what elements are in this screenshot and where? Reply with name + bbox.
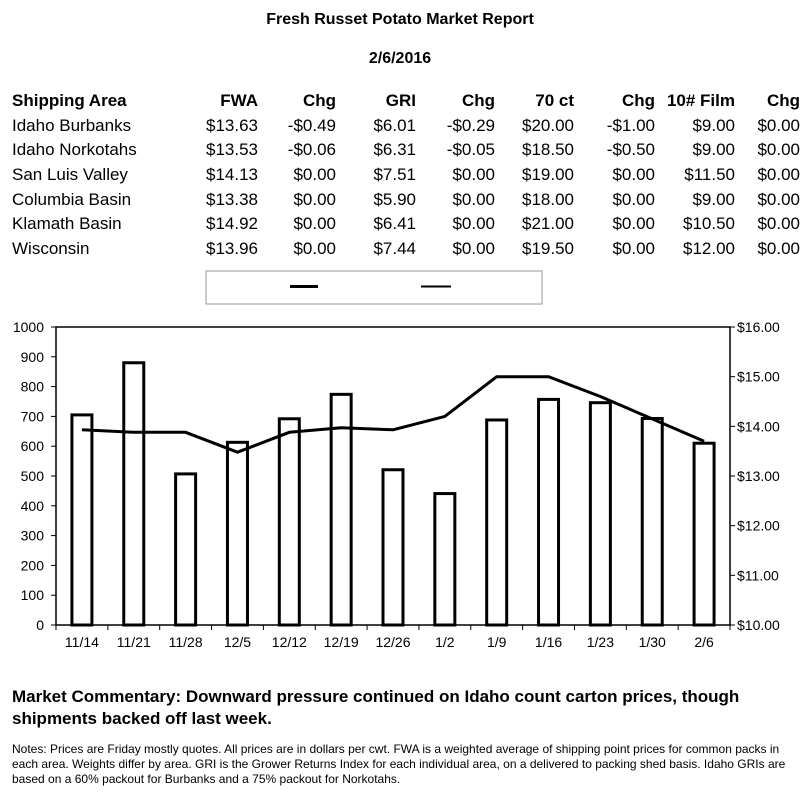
price-cell: $13.96 — [206, 238, 258, 258]
column-header: FWA — [220, 91, 258, 111]
price-cell: $13.63 — [206, 115, 258, 135]
column-header: Chg — [766, 91, 800, 111]
right-tick-label: $14.00 — [737, 418, 780, 435]
x-tick-label: 11/21 — [116, 634, 151, 650]
price-cell: $13.38 — [206, 189, 258, 209]
report-notes: Notes: Prices are Friday mostly quotes. All prices are in dollars per cwt. FWA is a weighted average of shipping point prices for common packs in each area. Weights differ by area. GRI is the Grower Returns Index for each individual area, on a delivered to packing shed basis. Idaho GRIs are based on a 60% packout for Burbanks and a 75% packout for Norkotahs. — [12, 742, 786, 786]
shipping-area-cell: Idaho Burbanks — [12, 115, 132, 135]
x-tick-label: 12/19 — [323, 634, 359, 650]
market-commentary: Market Commentary: Downward pressure continued on Idaho count carton prices, though shipments backed off last week. — [12, 687, 740, 728]
price-cell: $12.00 — [683, 238, 735, 258]
table-row — [12, 237, 800, 262]
table-row — [12, 163, 800, 188]
shipping-area-cell: Wisconsin — [12, 238, 90, 258]
price-table — [12, 89, 800, 261]
column-header: 70 ct — [535, 91, 574, 111]
column-header: Shipping Area — [12, 91, 127, 111]
price-cell: $10.50 — [683, 214, 735, 234]
price-cell: -$0.50 — [606, 140, 655, 160]
price-cell: $0.00 — [757, 140, 800, 160]
right-tick-label: $11.00 — [737, 567, 779, 584]
price-cell: $9.00 — [692, 140, 735, 160]
bar — [435, 494, 455, 625]
bar — [694, 443, 714, 625]
price-cell: $7.51 — [373, 165, 416, 185]
left-tick-label: 700 — [20, 408, 44, 425]
shipping-area-cell: San Luis Valley — [12, 165, 128, 185]
column-header: Chg — [302, 91, 336, 111]
right-tick-label: $13.00 — [737, 468, 780, 484]
price-cell: $0.00 — [612, 214, 655, 234]
price-cell: $6.01 — [373, 115, 416, 135]
x-tick-label: 1/30 — [638, 634, 666, 650]
price-cell: $14.13 — [206, 165, 258, 185]
shipping-area-cell: Idaho Norkotahs — [12, 140, 137, 160]
shipping-area-cell: Columbia Basin — [12, 189, 132, 209]
price-cell: -$1.00 — [606, 115, 655, 135]
price-cell: $0.00 — [452, 238, 495, 258]
x-tick-label: 12/26 — [375, 634, 411, 650]
bar — [124, 363, 144, 625]
price-cell: $9.00 — [692, 115, 735, 135]
table-row — [12, 138, 800, 163]
price-cell: $20.00 — [522, 115, 574, 135]
right-tick-label: $16.00 — [737, 319, 780, 335]
column-header: Chg — [461, 91, 495, 111]
price-cell: $0.00 — [293, 214, 336, 234]
x-tick-label: 11/14 — [64, 634, 99, 650]
shipments-price-chart — [0, 262, 800, 662]
left-tick-label: 400 — [20, 497, 44, 514]
x-tick-label: 2/6 — [694, 634, 714, 650]
price-cell: -$0.05 — [446, 140, 495, 160]
price-cell: -$0.06 — [287, 140, 336, 160]
table-row — [12, 187, 800, 212]
legend-box — [206, 271, 542, 304]
report-title: Fresh Russet Potato Market Report — [266, 11, 534, 28]
left-tick-label: 100 — [20, 587, 44, 604]
price-cell: $0.00 — [452, 189, 495, 209]
price-cell: -$0.49 — [287, 115, 336, 135]
price-cell: $0.00 — [293, 189, 336, 209]
price-cell: $21.00 — [522, 214, 574, 234]
left-tick-label: 900 — [20, 348, 44, 365]
price-cell: $19.50 — [522, 238, 574, 258]
right-tick-label: $15.00 — [737, 368, 780, 385]
table-row — [12, 114, 800, 139]
price-cell: $5.90 — [373, 189, 416, 209]
price-cell: -$0.29 — [446, 115, 495, 135]
price-cell: $19.00 — [522, 165, 574, 185]
bar — [487, 420, 507, 625]
x-tick-label: 11/28 — [168, 634, 203, 650]
column-header: 10# Film — [666, 91, 735, 111]
report-date: 2/6/2016 — [368, 50, 432, 67]
x-tick-label: 1/2 — [435, 634, 455, 650]
column-header: GRI — [385, 91, 416, 111]
price-cell: $0.00 — [757, 238, 800, 258]
price-cell: $0.00 — [612, 189, 655, 209]
left-tick-label: 600 — [20, 438, 44, 455]
bar — [539, 399, 559, 625]
price-cell: $0.00 — [757, 189, 800, 209]
x-tick-label: 12/12 — [271, 634, 307, 650]
price-cell: $6.41 — [373, 214, 416, 234]
bar — [176, 474, 196, 625]
table-body — [12, 114, 800, 262]
x-tick-label: 1/16 — [534, 634, 563, 650]
shipping-area-cell: Klamath Basin — [12, 214, 122, 234]
bar — [383, 470, 403, 625]
price-cell: $14.92 — [206, 214, 258, 234]
left-tick-label: 1000 — [12, 319, 44, 335]
left-tick-label: 300 — [20, 527, 44, 544]
right-tick-label: $12.00 — [737, 517, 780, 534]
left-tick-label: 500 — [20, 468, 44, 484]
price-cell: $0.00 — [293, 238, 336, 258]
table-row — [12, 212, 800, 237]
bar — [279, 419, 299, 625]
bar-series — [72, 363, 714, 625]
price-cell: $0.00 — [452, 214, 495, 234]
bar — [642, 418, 662, 625]
price-cell: $18.00 — [522, 189, 574, 209]
bar — [72, 415, 92, 625]
price-cell: $7.44 — [373, 238, 416, 258]
x-tick-label: 1/9 — [486, 634, 507, 650]
price-cell: $0.00 — [757, 165, 800, 185]
x-tick-label: 1/23 — [586, 634, 615, 650]
bar — [227, 442, 247, 625]
price-cell: $0.00 — [293, 165, 336, 185]
price-cell: $0.00 — [452, 165, 495, 185]
price-cell: $0.00 — [757, 214, 800, 234]
column-header: Chg — [621, 91, 655, 111]
price-cell: $0.00 — [757, 115, 800, 135]
left-tick-label: 0 — [36, 617, 44, 633]
bar — [590, 403, 610, 625]
price-cell: $11.50 — [684, 165, 735, 185]
price-cell: $9.00 — [692, 189, 735, 209]
left-tick-label: 200 — [20, 557, 44, 574]
right-tick-label: $10.00 — [737, 617, 780, 633]
price-cell: $13.53 — [206, 140, 258, 160]
table-header-row — [12, 89, 800, 114]
price-cell: $0.00 — [612, 238, 655, 258]
price-cell: $6.31 — [373, 140, 416, 160]
price-cell: $18.50 — [522, 140, 574, 160]
left-tick-label: 800 — [20, 378, 44, 395]
price-cell: $0.00 — [612, 165, 655, 185]
x-tick-label: 12/5 — [223, 634, 252, 650]
